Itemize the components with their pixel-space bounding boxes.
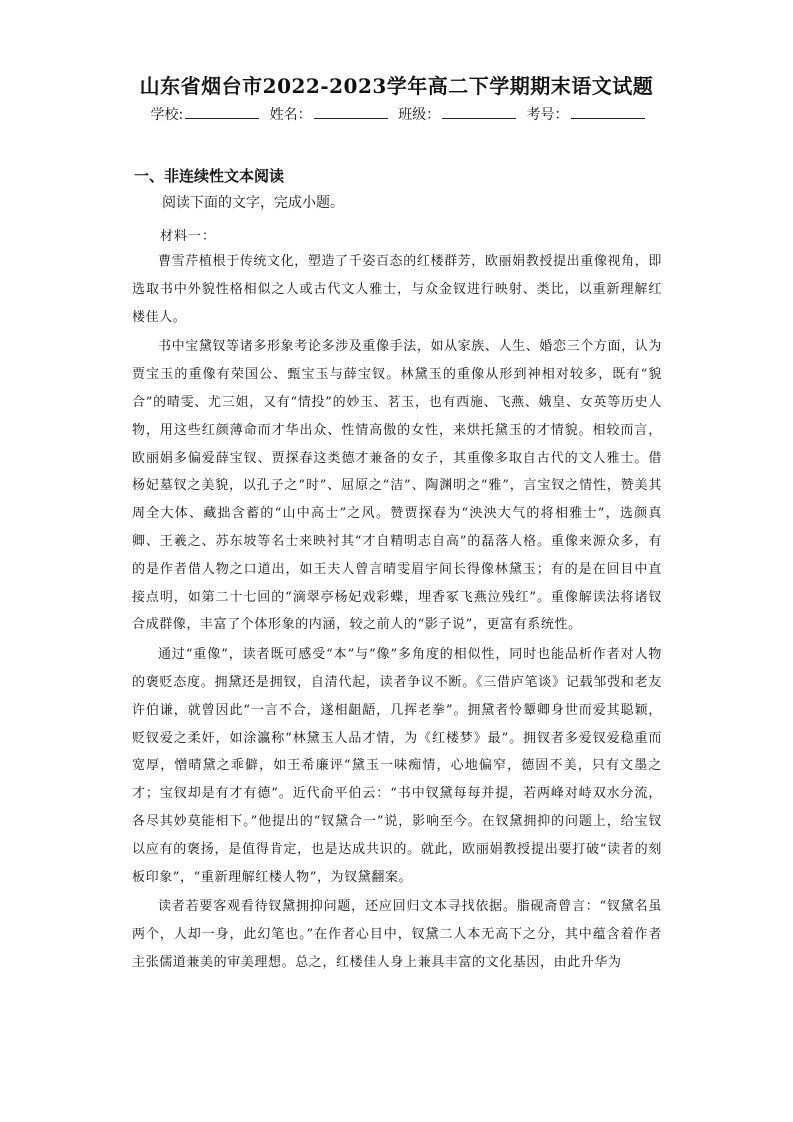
material-label: 材料一： [160, 229, 217, 244]
class-blank[interactable] [442, 106, 516, 119]
passage-paragraph: 书中宝黛钗等诸多形象考论多涉及重像手法，如从家族、人生、婚恋三个方面，认为贾宝玉的重像有荣国公、甄宝玉与薛宝钗。林黛玉的重像从形到神相对较多，既有“貌合”的晴雯、尤三姐，又有“情投”的妙玉、茗玉，也有西施、飞燕、娥皇、女英等历史人物，用这些红颜薄命而才华出众、性情高傲的女性，来烘托黛玉的才情貌。相较而言，欧丽娟多偏爱薛宝钗、贾探春这类德才兼备的女子，其重像多取自古代的文人雅士。借杨妃墓钗之美貌，以孔子之“时”、屈原之“洁”、陶渊明之“雅”，言宝钗之情性，赞美其周全大体、藏拙含蓄的“山中高士”之风。赞贾探春为“泱泱大气的将相雅士”，选颜真卿、王羲之、苏东坡等名士来映衬其“才自精明志自高”的磊落人格。重像来源众多，有的是作者借人物之口道出，如王夫人曾言晴雯眉宇间长得像林黛玉；有的是在回目中直接点明，如第二十七回的“滴翠亭杨妃戏彩蝶，埋香冢飞燕泣残红”。重像解读法将诸钗合成群像，丰富了个体形象的内涵，较之前人的“影子说”，更富有系统性。 [132, 339, 662, 633]
passage-paragraph: 曹雪芹植根于传统文化，塑造了千姿百态的红楼群芳，欧丽娟教授提出重像视角，即选取书中外貌性格相似之人或古代文人雅士，与众金钗进行映射、类比，以重新理解红楼佳人。 [132, 254, 662, 325]
passage-paragraph: 读者若要客观看待钗黛拥抑问题，还应回归文本寻找依据。脂砚斋曾言：“钗黛名虽两个，人却一身，此幻笔也。”在作者心目中，钗黛二人本无高下之分，其中蕴含着作者主张儒道兼美的审美理想。总之，红楼佳人身上兼具丰富的文化基因，由此升华为 [132, 899, 662, 970]
class-label: 班级： [398, 107, 441, 123]
school-label: 学校: [150, 107, 184, 123]
exam-number-blank[interactable] [571, 106, 645, 119]
school-blank[interactable] [185, 106, 259, 119]
exam-number-label: 考号： [526, 107, 569, 123]
passage-paragraph: 通过“重像”，读者既可感受“本”与“像”多角度的相似性，同时也能品析作者对人物的褒贬态度。拥黛还是拥钗，自清代起，读者争议不断。《三借庐笔谈》记载邹弢和老友许伯谦，就曾因此“一言不合，遂相龃龉，几挥老拳”。拥黛者怜颦卿身世而爱其聪颖，贬钗爱之柔奸，如涂瀛称“林黛玉人品才情，为《红楼梦》最”。拥钗者多爱钗爱稳重而宽厚，憎晴黛之乖僻，如王希廉评“黛玉一味痴情，心地偏窄，德固不美，只有文墨之才；宝钗却是有才有德”。近代俞平伯云：“书中钗黛每每并提，若两峰对峙双水分流，各尽其妙莫能相下。”他提出的“钗黛合一”说，影响至今。在钗黛拥抑的问题上，给宝钗以应有的褒扬，是值得肯定，也是达成共识的。就此，欧丽娟教授提出要打破“读者的刻板印象”，“重新理解红楼人物”，为钗黛翻案。 [132, 647, 662, 885]
passage-body [132, 248, 662, 979]
name-blank[interactable] [314, 106, 388, 119]
instruction-text: 阅读下面的文字，完成小题。 [162, 195, 344, 211]
exam-title: 山东省烟台市2022-2023学年高二下学期期末语文试题 [139, 74, 654, 98]
section-heading: 一、非连续性文本阅读 [134, 167, 285, 185]
name-label: 姓名： [269, 107, 312, 123]
student-info-line [0, 104, 793, 124]
